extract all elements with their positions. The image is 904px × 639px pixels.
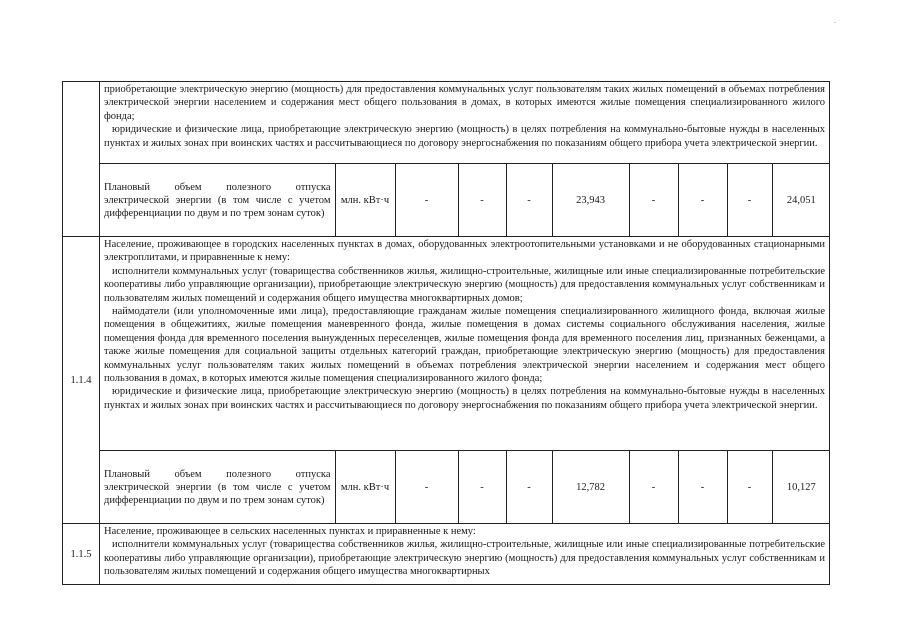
volume-row <box>100 164 830 237</box>
paragraph: приобретающие электрическую энергию (мощность) для предоставления коммунальных услуг пользователям таких жилых помещений в объемах потребления электрической энергии населением и содержания мест общего пользования в домах, в которых имеются жилые помещения специализированного жилого фонда; <box>104 84 825 122</box>
value-cell: - <box>678 451 727 523</box>
unit-cell: млн. кВт·ч <box>335 164 395 236</box>
value-cell: 23,943 <box>552 164 629 236</box>
paragraph: исполнители коммунальных услуг (товарищества собственников жилья, жилищно-строительные, жилищные или иные специализированные потребительские кооперативы либо управляющие организации), приобретающие электрическую энергию (мощность) для предоставления коммунальных услуг собственникам и пользователям жилых помещений и содержания общего имущества многоквартирных домов; <box>104 265 825 304</box>
table-row <box>63 237 830 451</box>
table-row <box>63 451 830 524</box>
paragraph: юридические и физические лица, приобретающие электрическую энергию (мощность) в целях потребления на коммунально-бытовые нужды в населенных пунктах и жилых зонах при воинских частях и рассчитывающиеся по договору энергоснабжения по показаниям общего прибора учета электрической энергии. <box>104 124 825 149</box>
volume-label: Плановый объем полезного отпуска электрической энергии (в том числе с учетом дифференциации по двум и по трем зонам суток) <box>104 468 331 506</box>
paragraph: исполнители коммунальных услуг (товарищества собственников жилья, жилищно-строительные, жилищные или иные специализированные потребительские кооперативы либо управляющие организации), приобретающие электрическую энергию (мощность) для предоставления коммунальных услуг собственникам и пользователям жилых помещений и содержания общего имущества многоквартирных <box>104 539 825 578</box>
row-description <box>100 237 830 451</box>
value-cell: - <box>727 164 772 236</box>
unit-cell: млн. кВт·ч <box>335 451 395 523</box>
page-corner-mark: . <box>834 16 836 25</box>
row-number: 1.1.5 <box>63 524 100 585</box>
value-cell: - <box>458 164 506 236</box>
value-cell: - <box>458 451 506 523</box>
value-cell: - <box>506 451 552 523</box>
row-description <box>100 82 830 164</box>
value-cell: - <box>678 164 727 236</box>
volume-table <box>100 164 830 236</box>
paragraph: юридические и физические лица, приобретающие электрическую энергию (мощность) в целях потребления на коммунально-бытовые нужды в населенных пунктах и жилых зонах при воинских частях и рассчитывающиеся по договору энергоснабжения по показаниям общего прибора учета электрической энергии. <box>104 386 825 411</box>
value-cell: - <box>506 164 552 236</box>
table-row <box>63 164 830 237</box>
row-description <box>100 524 830 585</box>
value-cell: 24,051 <box>772 164 830 236</box>
value-cell: - <box>395 451 458 523</box>
paragraph: Население, проживающее в городских населенных пунктах в домах, оборудованных электроотопительными установками и не оборудованных стационарными электроплитами, и приравненные к нему: <box>104 239 825 264</box>
table-row <box>63 524 830 585</box>
volume-row <box>100 451 830 524</box>
value-cell: - <box>629 164 678 236</box>
tariff-table <box>62 81 830 585</box>
value-cell: 12,782 <box>552 451 629 523</box>
paragraph: Население, проживающее в сельских населенных пунктах и приравненные к нему: <box>104 526 476 537</box>
value-cell: - <box>395 164 458 236</box>
paragraph: наймодатели (или уполномоченные ими лица), предоставляющие гражданам жилые помещения специализированного жилищного фонда, включая жилые помещения в общежитиях, жилые помещения маневренного фонда, жилые помещения в домах системы социального обслуживания населения, жилые помещения фонда для временного поселения вынужденных переселенцев, жилые помещения фонда для временного поселения лиц, признанных беженцами, а также жилые помещения для социальной защиты отдельных категорий граждан, приобретающие электрическую энергию (мощность) для предоставления коммунальных услуг пользователям таких жилых помещений в объемах потребления электрической энергии населением и содержания мест общего пользования в домах, в которых имеются жилые помещения специализированного жилого фонда; <box>104 306 825 385</box>
volume-label: Плановый объем полезного отпуска электрической энергии (в том числе с учетом дифференциации по двум и по трем зонам суток) <box>104 181 331 219</box>
value-cell: - <box>727 451 772 523</box>
table-row <box>63 82 830 164</box>
value-cell: - <box>629 451 678 523</box>
volume-table <box>100 451 830 523</box>
value-cell: 10,127 <box>772 451 830 523</box>
row-number <box>63 82 100 237</box>
row-number: 1.1.4 <box>63 237 100 524</box>
